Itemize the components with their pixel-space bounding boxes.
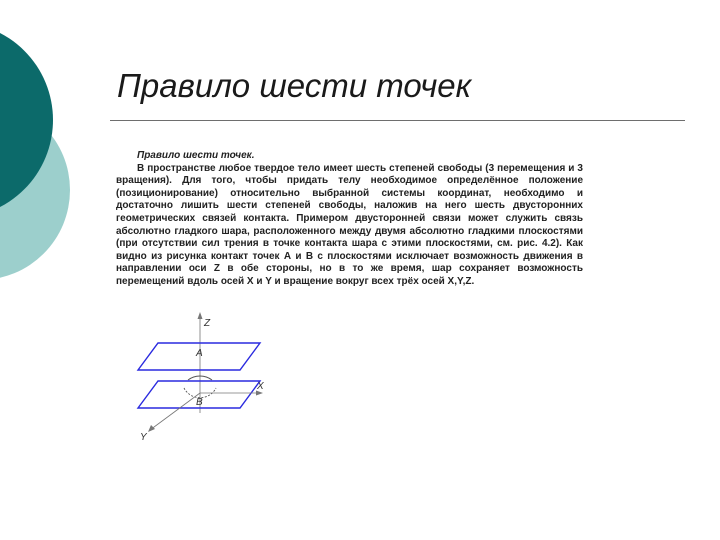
y-axis-label: Y [140, 432, 147, 443]
body-text-block [116, 150, 583, 289]
decorative-circles [0, 0, 90, 300]
y-axis-line [150, 393, 200, 430]
content-heading: Правило шести точек. [137, 150, 255, 161]
z-axis-label: Z [204, 318, 211, 329]
plane-sphere-figure [120, 308, 280, 448]
x-axis-label: X [257, 381, 264, 392]
content-paragraph: В пространстве любое твердое тело имеет шесть степеней свободы (3 перемещения и 3 вращения). Для того, чтобы придать телу необходимое определённое положение (позиционирование) относительно выбранной системы координат, необходимо и достаточно лишить шести степеней свободы, наложив на него шесть двусторонних геометрических связей контакта. Примером двусторонней связи может служить связь абсолютно гладкого шара, расположенного между двумя абсолютно гладкими плоскостями (при отсутствии сил трения в точке контакта шара с этими плоскостями, см. рис. 4.2). Как видно из рисунка контакт точек А и В с плоскостями исключает возможность движения в направлении оси Z в обе стороны, но в то же время, шар сохраняет возможность перемещений вдоль осей X и Y и вращение вокруг всех трёх осей X,Y,Z. [116, 162, 583, 287]
y-axis-arrow [148, 425, 155, 432]
z-axis-arrow [198, 312, 203, 319]
slide-title: Правило шести точек [117, 67, 472, 104]
point-a-label: A [196, 348, 203, 359]
title-divider [110, 120, 685, 121]
point-b-label: B [196, 397, 203, 408]
